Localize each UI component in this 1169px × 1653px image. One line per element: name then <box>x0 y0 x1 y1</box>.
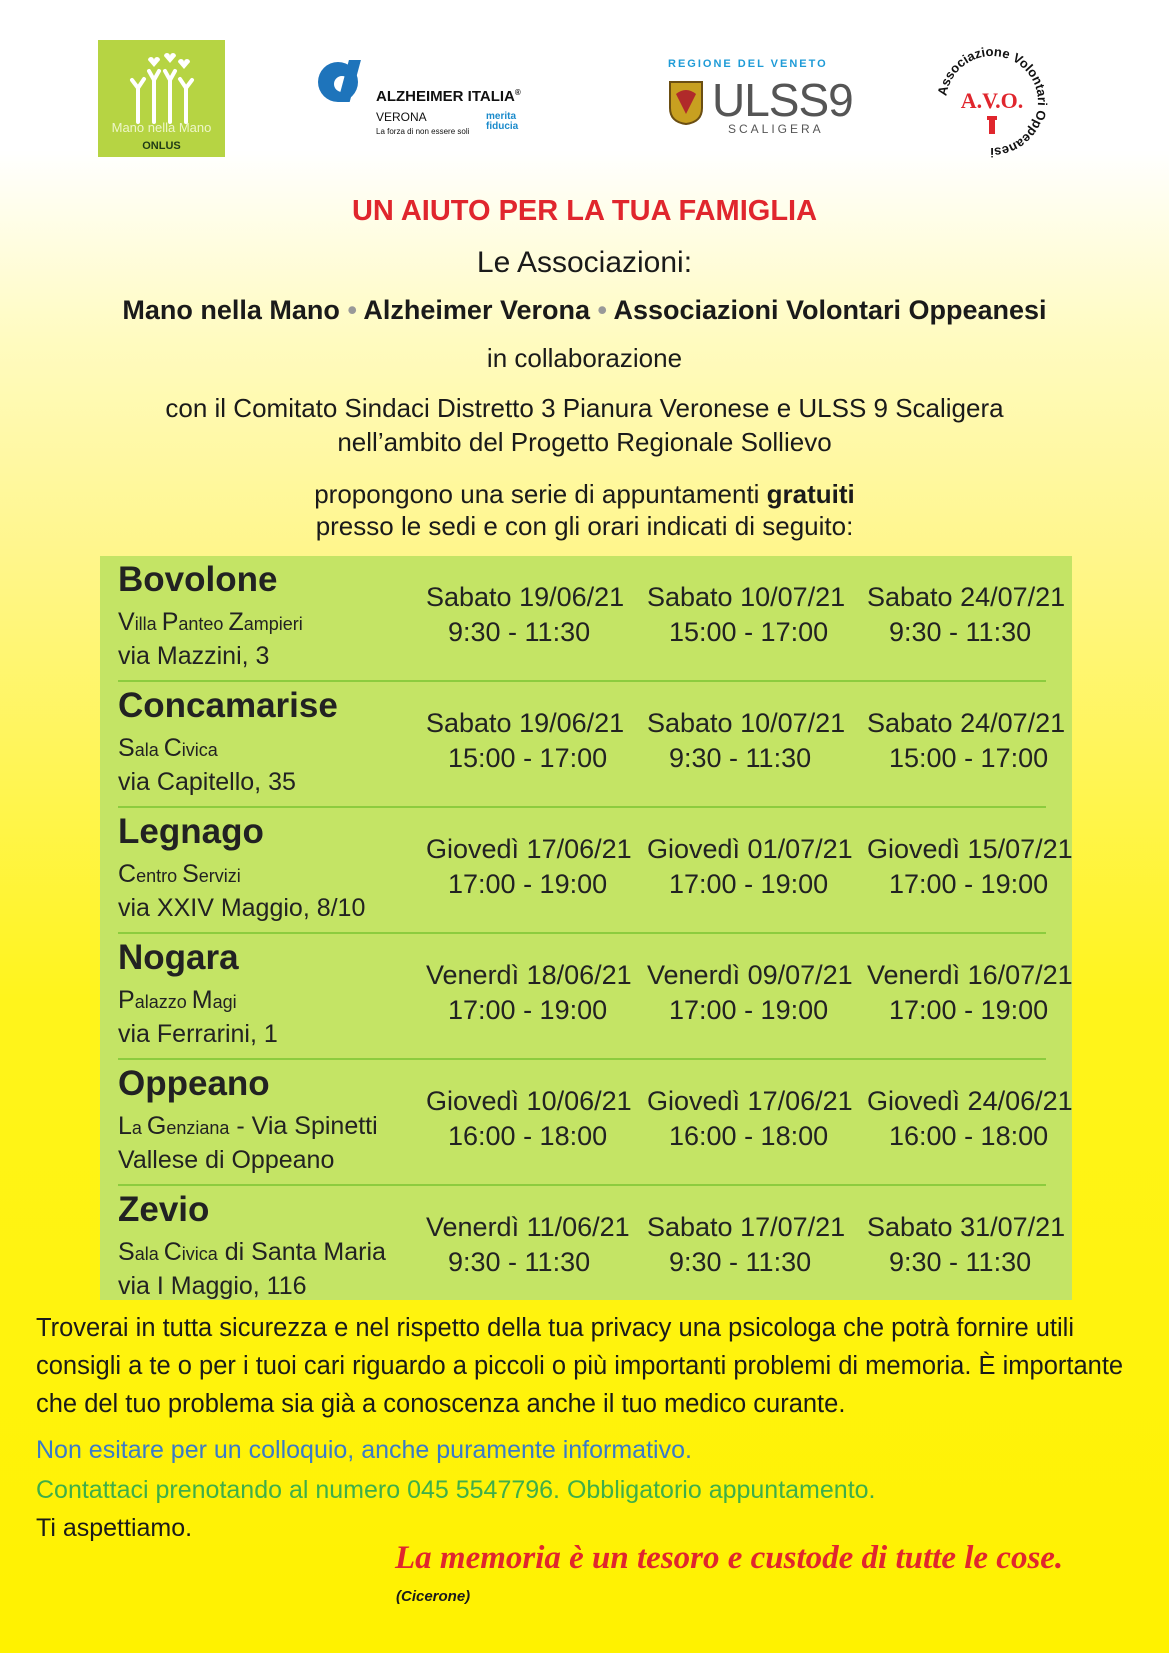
mano-nella-mano-logo <box>98 40 225 157</box>
appointment-time: 9:30 - 11:30 <box>669 743 812 773</box>
appointment-date: Sabato 10/07/21 <box>647 708 846 738</box>
quote-text: La memoria è un tesoro e custode di tutte le cose. <box>395 1540 1064 1576</box>
appointment-slot <box>426 708 641 774</box>
location-address: via Capitello, 35 <box>118 768 296 796</box>
appointment-slot <box>867 834 1082 900</box>
collaboration-line-1: con il Comitato Sindaci Distretto 3 Pianura Veronese e ULSS 9 Scaligera <box>165 393 1004 423</box>
mano-logo-onlus: ONLUS <box>142 140 181 152</box>
place-initial: S <box>118 734 135 762</box>
location-name: Nogara <box>118 938 239 977</box>
appointment-time: 16:00 - 18:00 <box>889 1121 1049 1151</box>
location-row <box>100 808 1072 934</box>
appointment-slot <box>867 1086 1082 1152</box>
place-initial: L <box>118 1112 132 1140</box>
free-emphasis: gratuiti <box>766 479 855 509</box>
appointment-date: Giovedì 17/06/21 <box>426 834 632 864</box>
appointment-slot <box>426 1086 641 1152</box>
appointment-slot <box>426 582 641 648</box>
place-smallcaps: illa <box>134 614 162 634</box>
appointment-date: Sabato 24/07/21 <box>867 708 1066 738</box>
appointment-date: Giovedì 24/06/21 <box>867 1086 1073 1116</box>
place-smallcaps: entro <box>136 866 183 886</box>
place-smallcaps: alazzo <box>134 992 192 1012</box>
appointment-date: Sabato 24/07/21 <box>867 582 1066 612</box>
proposal-line-2: presso le sedi e con gli orari indicati di seguito: <box>315 511 854 541</box>
collaboration-details <box>0 391 1169 459</box>
appointment-time: 17:00 - 19:00 <box>669 869 829 899</box>
appointment-time: 15:00 - 17:00 <box>448 743 608 773</box>
bullet-separator: • <box>347 295 357 325</box>
ulss-logo-sub: SCALIGERA <box>728 122 824 136</box>
location-name: Zevio <box>118 1190 210 1229</box>
appointment-date: Giovedì 01/07/21 <box>647 834 853 864</box>
place-tail: - Via Spinetti <box>229 1112 378 1140</box>
schedule-table <box>100 556 1072 1300</box>
headline: UN AIUTO PER LA TUA FAMIGLIA <box>351 195 818 227</box>
bullet-separator: • <box>597 295 607 325</box>
location-row <box>100 934 1072 1060</box>
alzheimer-logo-tagline: La forza di non essere soli <box>376 127 470 136</box>
place-smallcaps: enziana <box>166 1118 230 1138</box>
collaboration-line-2: nell’ambito del Progetto Regionale Sollievo <box>337 427 832 457</box>
association-name: Alzheimer Verona <box>363 295 590 325</box>
appointment-date: Sabato 19/06/21 <box>426 708 625 738</box>
appointment-time: 16:00 - 18:00 <box>669 1121 829 1151</box>
appointment-date: Sabato 31/07/21 <box>867 1212 1066 1242</box>
place-smallcaps: a <box>131 1118 147 1138</box>
place-smallcaps: ervizi <box>198 866 241 886</box>
alzheimer-italia-logo <box>316 56 546 142</box>
associations-intro: Le Associazioni: <box>476 246 693 279</box>
place-tail: di Santa Maria <box>217 1238 386 1266</box>
appointment-slot <box>867 960 1082 1026</box>
alzheimer-mark-icon <box>316 56 376 108</box>
location-name: Legnago <box>118 812 264 851</box>
location-venue <box>118 986 237 1015</box>
place-initial: G <box>146 1112 167 1140</box>
appointment-slot <box>867 582 1082 648</box>
location-venue <box>118 860 241 889</box>
collaboration-label: in collaborazione <box>486 343 683 373</box>
appointment-slot <box>426 960 641 1026</box>
appointment-date: Giovedì 10/06/21 <box>426 1086 632 1116</box>
appointment-date: Venerdì 16/07/21 <box>867 960 1073 990</box>
appointment-slot <box>426 1212 641 1278</box>
place-smallcaps: ivica <box>181 1244 218 1264</box>
associations-list <box>0 295 1169 326</box>
avo-ring-text: Associazione Volontari Oppeanesi <box>934 43 1051 161</box>
proposal-line-1: propongono una serie di appuntamenti <box>314 479 767 509</box>
association-name: Mano nella Mano <box>122 295 340 325</box>
location-name: Concamarise <box>118 686 338 725</box>
avo-logo <box>932 42 1052 162</box>
appointment-date: Giovedì 15/07/21 <box>867 834 1073 864</box>
appointment-time: 9:30 - 11:30 <box>889 617 1032 647</box>
appointment-date: Sabato 17/07/21 <box>647 1212 846 1242</box>
place-initial: M <box>191 986 213 1014</box>
ulss-region-label: REGIONE DEL VENETO <box>668 58 828 70</box>
place-initial: S <box>118 1238 135 1266</box>
location-row <box>100 682 1072 808</box>
place-initial: P <box>118 986 135 1014</box>
location-name: Bovolone <box>118 560 278 599</box>
location-venue <box>118 608 303 637</box>
place-initial: S <box>182 860 199 888</box>
location-address: via I Maggio, 116 <box>118 1272 307 1300</box>
appointment-time: 17:00 - 19:00 <box>448 869 608 899</box>
location-address: via XXIV Maggio, 8/10 <box>118 894 366 922</box>
appointment-slot <box>647 582 862 648</box>
appointment-time: 17:00 - 19:00 <box>889 869 1049 899</box>
place-smallcaps: ampieri <box>243 614 303 634</box>
mano-logo-name: Mano nella Mano <box>111 120 212 135</box>
appointment-time: 15:00 - 17:00 <box>669 617 829 647</box>
appointment-slot <box>647 1212 862 1278</box>
appointment-date: Venerdì 18/06/21 <box>426 960 632 990</box>
appointment-date: Giovedì 17/06/21 <box>647 1086 853 1116</box>
appointment-slot <box>647 708 862 774</box>
appointment-time: 17:00 - 19:00 <box>669 995 829 1025</box>
appointment-slot <box>426 834 641 900</box>
location-row <box>100 1060 1072 1186</box>
alzheimer-logo-city: VERONA <box>376 110 427 124</box>
place-initial: C <box>163 1238 182 1266</box>
avo-seal-icon <box>932 42 1052 162</box>
appointment-date: Sabato 10/07/21 <box>647 582 846 612</box>
location-address: via Ferrarini, 1 <box>118 1020 278 1048</box>
appointment-time: 15:00 - 17:00 <box>889 743 1049 773</box>
appointment-time: 16:00 - 18:00 <box>448 1121 608 1151</box>
place-smallcaps: agi <box>212 992 237 1012</box>
appointment-date: Sabato 19/06/21 <box>426 582 625 612</box>
place-smallcaps: ala <box>134 1244 164 1264</box>
location-name: Oppeano <box>118 1064 270 1103</box>
appointment-time: 9:30 - 11:30 <box>669 1247 812 1277</box>
location-venue <box>118 734 218 763</box>
ulss-logo-number: ULSS9 <box>712 74 853 126</box>
place-initial: P <box>161 608 179 636</box>
location-row <box>100 556 1072 682</box>
appointment-date: Venerdì 09/07/21 <box>647 960 853 990</box>
appointment-time: 9:30 - 11:30 <box>889 1247 1032 1277</box>
place-initial: V <box>118 608 135 636</box>
alzheimer-logo-title: ALZHEIMER ITALIA® <box>376 88 521 105</box>
appointment-date: Venerdì 11/06/21 <box>426 1212 630 1242</box>
location-address: Vallese di Oppeano <box>118 1146 335 1174</box>
location-venue <box>118 1238 386 1267</box>
info-paragraph: Troverai in tutta sicurezza e nel rispetto della tua privacy una psicologa che potrà fornire utili consigli a te o per i tuoi cari riguardo a piccoli o più importanti problemi di memoria. È importante che del tuo problema sia già a conoscenza anche il tuo medico curante. <box>36 1314 1124 1418</box>
appointment-time: 17:00 - 19:00 <box>889 995 1049 1025</box>
appointment-time: 9:30 - 11:30 <box>448 617 591 647</box>
appointment-time: 17:00 - 19:00 <box>448 995 608 1025</box>
location-venue <box>118 1112 378 1141</box>
raised-hands-icon <box>98 50 225 130</box>
appointment-slot <box>647 834 862 900</box>
avo-acronym: A.V.O. <box>960 88 1024 113</box>
place-smallcaps: ivica <box>181 740 218 760</box>
appointment-slot <box>867 708 1082 774</box>
appointment-slot <box>867 1212 1082 1278</box>
place-initial: Z <box>228 608 244 636</box>
place-smallcaps: anteo <box>178 614 229 634</box>
appointment-time: 9:30 - 11:30 <box>448 1247 591 1277</box>
quote-author: (Cicerone) <box>396 1588 471 1605</box>
association-name: Associazioni Volontari Oppeanesi <box>613 295 1047 325</box>
info-note: Non esitare per un colloquio, anche puramente informativo. <box>36 1436 692 1464</box>
location-address: via Mazzini, 3 <box>118 642 270 670</box>
appointment-slot <box>647 1086 862 1152</box>
ulss9-logo <box>666 58 853 140</box>
closing-text: Ti aspettiamo. <box>36 1514 193 1542</box>
place-smallcaps: ala <box>134 740 164 760</box>
veneto-shield-icon <box>668 80 704 126</box>
contact-note: Contattaci prenotando al numero 045 5547796. Obbligatorio appuntamento. <box>36 1476 876 1504</box>
place-initial: C <box>118 860 137 888</box>
location-row <box>100 1186 1072 1312</box>
merita-fiducia-badge: merita fiducia <box>486 111 519 132</box>
place-initial: C <box>163 734 182 762</box>
appointment-slot <box>647 960 862 1026</box>
proposal-text <box>0 478 1169 542</box>
